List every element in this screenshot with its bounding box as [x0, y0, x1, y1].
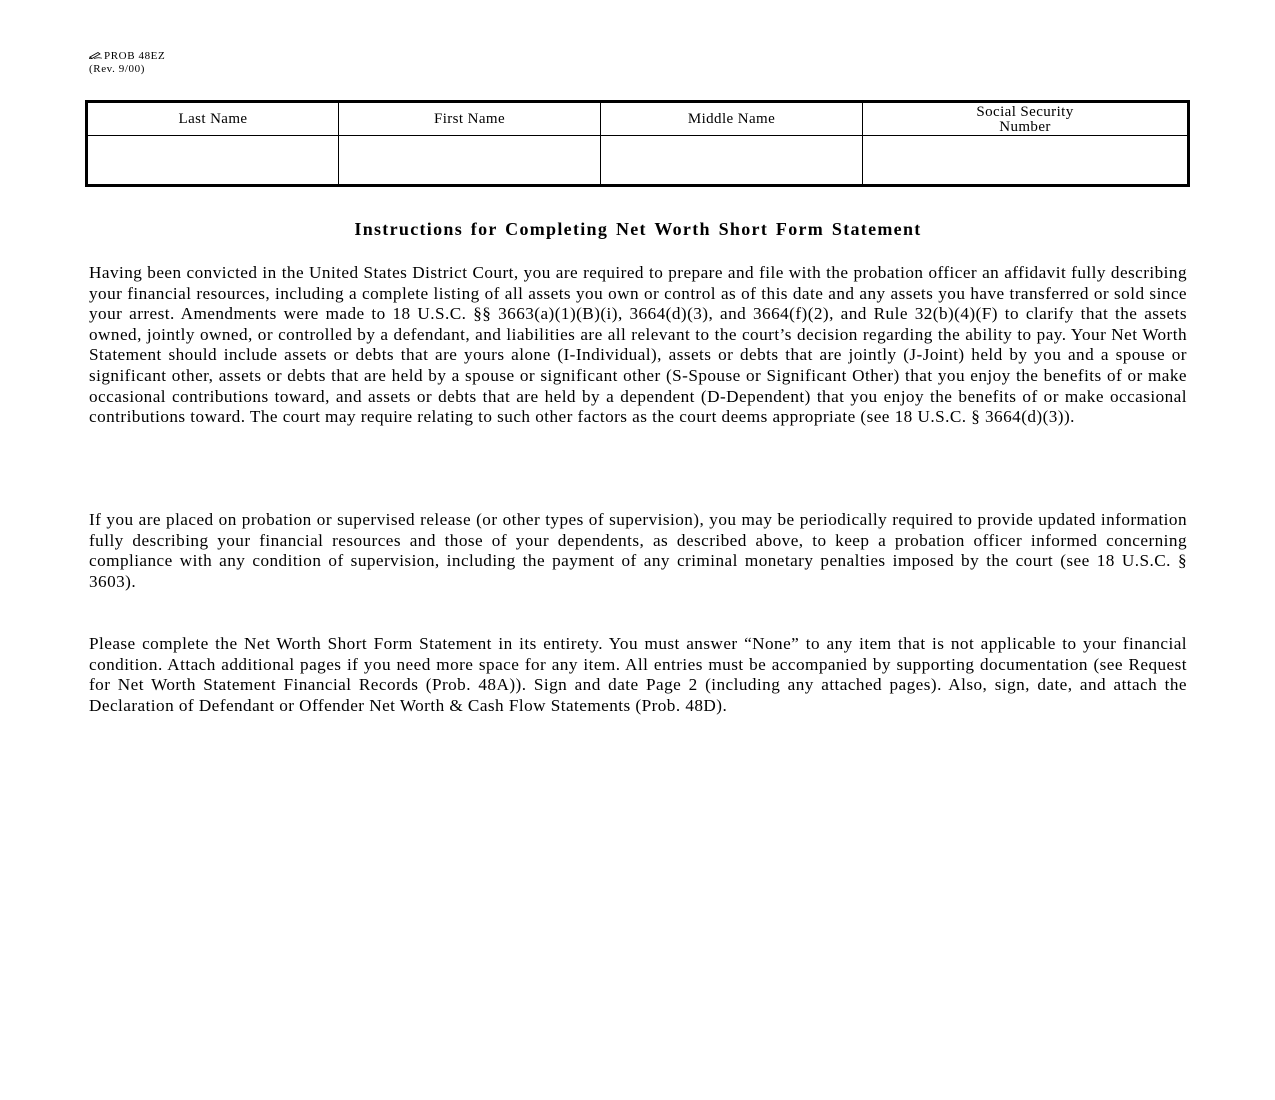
form-number: PROB 48EZ	[104, 50, 166, 62]
first-name-field[interactable]	[339, 136, 601, 186]
page-title: Instructions for Completing Net Worth Short Form Statement	[354, 219, 922, 239]
last-name-field[interactable]	[87, 136, 339, 186]
middle-name-header: Middle Name	[601, 102, 863, 136]
form-identifier	[89, 50, 165, 76]
first-name-header: First Name	[339, 102, 601, 136]
ssn-header-label: Social Security Number	[976, 104, 1074, 135]
last-name-header: Last Name	[87, 102, 339, 136]
name-table	[85, 100, 1190, 187]
name-table-header-row	[87, 102, 1189, 136]
pen-icon	[89, 51, 103, 59]
form-number-line	[89, 50, 165, 63]
instructions-paragraph-2: If you are placed on probation or supervised release (or other types of supervision), you may be periodically required to provide updated information fully describing your financial resources and those of your dependents, as described above, to keep a probation officer informed concerning compliance with any condition of supervision, including the payment of any criminal monetary penalties imposed by the court (see 18 U.S.C. § 3603).	[89, 510, 1187, 591]
middle-name-field[interactable]	[601, 136, 863, 186]
instructions-paragraph-1: Having been convicted in the United States District Court, you are required to prepare and file with the probation officer an affidavit fully describing your financial resources, including a complete listing of all assets you own or control as of this date and any assets you have transferred or sold since your arrest. Amendments were made to 18 U.S.C. §§ 3663(a)(1)(B)(i), 3664(d)(3), and 3664(f)(2), and Rule 32(b)(4)(F) to clarify that the assets owned, jointly owned, or controlled by a defendant, and liabilities are all relevant to the court’s decision regarding the ability to pay. Your Net Worth Statement should include assets or debts that are yours alone (I-Individual), assets or debts that are jointly (J-Joint) held by you and a spouse or significant other, assets or debts that are held by a spouse or significant other (S-Spouse or Significant Other) that you enjoy the benefits of or make occasional contributions toward, and assets or debts that are held by a dependent (D-Dependent) that you enjoy the benefits of or make occasional contributions toward. The court may require relating to such other factors as the court deems appropriate (see 18 U.S.C. § 3664(d)(3)).	[89, 263, 1187, 427]
form-revision: (Rev. 9/00)	[89, 63, 145, 75]
instructions-paragraph-3: Please complete the Net Worth Short Form Statement in its entirety. You must answer “None” to any item that is not applicable to your financial condition. Attach additional pages if you need more space for any item. All entries must be accompanied by supporting documentation (see Request for Net Worth Statement Financial Records (Prob. 48A)). Sign and date Page 2 (including any attached pages). Also, sign, date, and attach the Declaration of Defendant or Offender Net Worth & Cash Flow Statements (Prob. 48D).	[89, 634, 1187, 715]
ssn-header	[863, 102, 1189, 136]
name-table-entry-row	[87, 136, 1189, 186]
ssn-field[interactable]	[863, 136, 1189, 186]
